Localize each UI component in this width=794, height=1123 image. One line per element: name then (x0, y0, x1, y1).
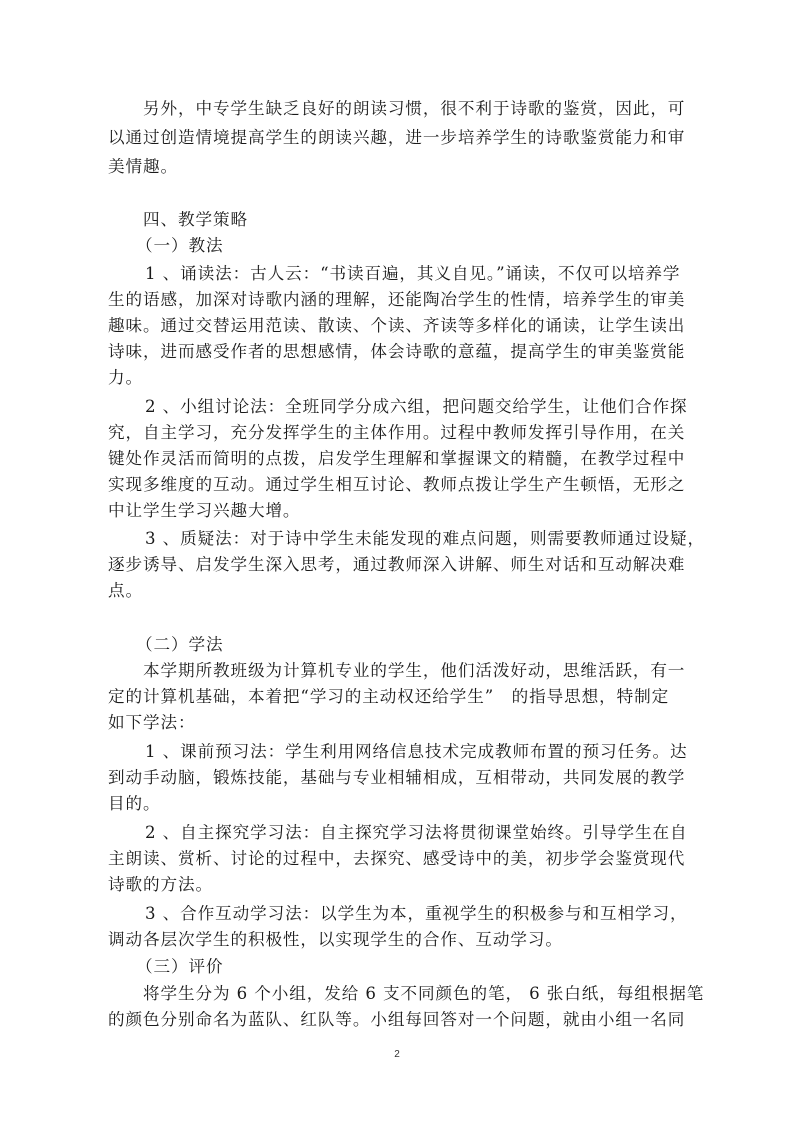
paragraph-line: 主朗读、赏析、讨论的过程中，去探究、感受诗中的美，初步学会鉴赏现代 (108, 849, 686, 868)
paragraph-line: 逐步诱导、启发学生深入思考，通过教师深入讲解、师生对话和互动解决难 (108, 555, 686, 574)
paragraph-line: 诗歌的方法。 (108, 875, 213, 894)
paragraph-line: 1 、诵读法：古人云：“书读百遍，其义自见。”诵读，不仅可以培养学 (145, 264, 681, 283)
paragraph-line: 以通过创造情境提高学生的朗读兴趣，进一步培养学生的诗歌鉴赏能力和审 (108, 128, 686, 147)
page-number: 2 (394, 1049, 400, 1060)
paragraph-line: 1 、课前预习法：学生利用网络信息技术完成教师布置的预习任务。达 (145, 742, 688, 761)
paragraph-line: 趣味。通过交替运用范读、散读、个读、齐读等多样化的诵读，让学生读出 (108, 316, 686, 335)
paragraph-line: 究，自主学习，充分发挥学生的主体作用。过程中教师发挥引导作用，在关 (108, 423, 686, 442)
paragraph-line: 将学生分为 6 个小组，发给 6 支不同颜色的笔， 6 张白纸，每组根据笔 (143, 984, 705, 1003)
paragraph-line: 调动各层次学生的积极性，以实现学生的合作、互动学习。 (108, 930, 563, 949)
paragraph-line: 到动手动脑，锻炼技能，基础与专业相辅相成，互相带动，共同发展的教学 (108, 768, 686, 787)
paragraph-line: 诗味，进而感受作者的思想感情，体会诗歌的意蕴，提高学生的审美鉴赏能 (108, 342, 686, 361)
paragraph-line: 另外，中专学生缺乏良好的朗读习惯，很不利于诗歌的鉴赏，因此，可 (143, 99, 686, 118)
paragraph-line: 点。 (108, 581, 143, 600)
paragraph-line: 目的。 (108, 794, 161, 813)
paragraph-line: 中让学生学习兴趣大增。 (108, 501, 301, 520)
paragraph-line: 如下学法： (108, 713, 196, 732)
paragraph-line: 的颜色分别命名为蓝队、红队等。小组每回答对一个问题，就由小组一名同 (108, 1010, 686, 1029)
subsection-heading: （二）学法 (136, 635, 224, 654)
paragraph-line: 3 、质疑法：对于诗中学生未能发现的难点问题，则需要教师通过设疑， (145, 529, 705, 548)
paragraph-line: 本学期所教班级为计算机专业的学生，他们活泼好动，思维活跃，有一 (143, 661, 686, 680)
paragraph-line: 键处作灵活而简明的点拨，启发学生理解和掌握课文的精髓，在教学过程中 (108, 449, 686, 468)
subsection-heading: （三）评价 (136, 957, 224, 976)
paragraph-line: 生的语感，加深对诗歌内涵的理解，还能陶冶学生的性情，培养学生的审美 (108, 290, 686, 309)
paragraph-line: 2 、自主探究学习法：自主探究学习法将贯彻课堂始终。引导学生在自 (145, 823, 688, 842)
paragraph-line: 美情趣。 (108, 157, 178, 176)
subsection-heading: （一）教法 (136, 236, 224, 255)
section-heading: 四、教学策略 (143, 210, 248, 229)
paragraph-line: 2 、小组讨论法：全班同学分成六组，把问题交给学生，让他们合作探 (145, 397, 688, 416)
paragraph-line: 定的计算机基础，本着把“学习的主动权还给学生” 的指导思想，特制定 (108, 687, 670, 706)
paragraph-line: 力。 (108, 368, 143, 387)
paragraph-line: 3 、合作互动学习法：以学生为本，重视学生的积极参与和互相学习， (145, 904, 688, 923)
paragraph-line: 实现多维度的互动。通过学生相互讨论、教师点拨让学生产生顿悟，无形之 (108, 475, 686, 494)
